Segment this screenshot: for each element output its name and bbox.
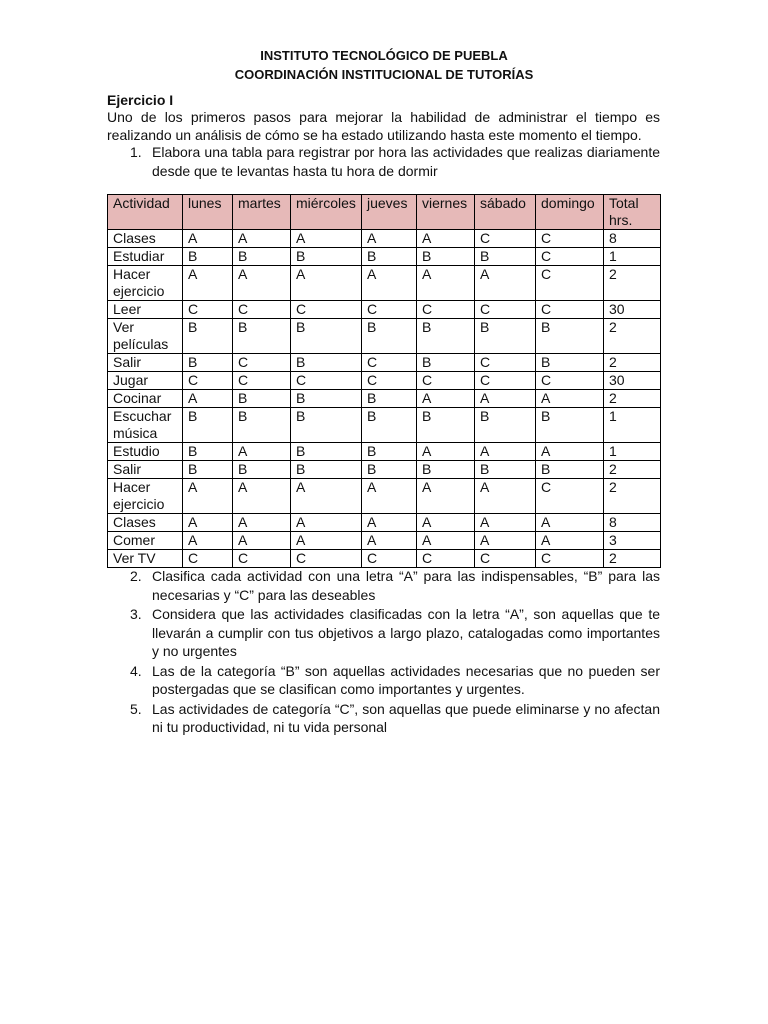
table-cell: C (536, 266, 604, 301)
table-cell: A (536, 532, 604, 550)
step-text: Las actividades de categoría “C”, son aquellas que puede eliminarse y no afectan ni tu productividad, ni tu vida personal (152, 700, 660, 735)
table-cell: B (362, 443, 417, 461)
table-cell: A (362, 532, 417, 550)
table-cell: B (183, 461, 233, 479)
table-cell: 8 (604, 230, 661, 248)
table-cell: C (536, 479, 604, 514)
table-cell: B (233, 461, 291, 479)
step-item (107, 662, 660, 699)
table-cell: A (536, 390, 604, 408)
column-header: lunes (183, 195, 233, 230)
table-cell: B (417, 319, 475, 354)
step-number: 2. (130, 568, 142, 584)
activity-cell: Escuchar música (108, 408, 183, 443)
steps-list-first (107, 143, 660, 181)
table-cell: B (291, 248, 362, 266)
table-row (108, 319, 661, 354)
step-number: 5. (130, 700, 142, 717)
table-cell: B (291, 443, 362, 461)
column-header: domingo (536, 195, 604, 230)
table-cell: B (362, 248, 417, 266)
table-row (108, 301, 661, 319)
step-number: 1. (130, 144, 142, 160)
step-text: Clasifica cada actividad con una letra “A” para las indispensables, “B” para las necesarias y “C” para las deseables (152, 568, 660, 603)
table-cell: C (536, 230, 604, 248)
table-body (108, 230, 661, 568)
table-cell: C (417, 301, 475, 319)
activity-cell: Comer (108, 532, 183, 550)
table-cell: 2 (604, 354, 661, 372)
table-row (108, 408, 661, 443)
table-cell: A (475, 532, 536, 550)
table-row (108, 354, 661, 372)
table-cell: C (291, 550, 362, 568)
table-cell: A (417, 532, 475, 550)
table-cell: A (362, 266, 417, 301)
table-cell: B (233, 248, 291, 266)
table-cell: A (362, 479, 417, 514)
table-cell: B (475, 248, 536, 266)
table-row (108, 532, 661, 550)
table-cell: C (536, 372, 604, 390)
table-cell: B (183, 408, 233, 443)
table-row (108, 390, 661, 408)
table-cell: B (417, 461, 475, 479)
table-cell: A (233, 479, 291, 514)
table-cell: A (183, 514, 233, 532)
table-row (108, 443, 661, 461)
table-cell: C (233, 354, 291, 372)
step-text: Elabora una tabla para registrar por hora las actividades que realizas diariamente desde que te levantas hasta tu hora de dormir (152, 144, 660, 179)
table-cell: A (475, 390, 536, 408)
table-cell: A (183, 532, 233, 550)
activity-cell: Hacer ejercicio (108, 266, 183, 301)
table-row (108, 230, 661, 248)
activity-cell: Leer (108, 301, 183, 319)
step-item (107, 700, 660, 737)
table-cell: A (475, 266, 536, 301)
table-cell: B (291, 319, 362, 354)
table-cell: C (183, 301, 233, 319)
table-cell: C (362, 354, 417, 372)
table-cell: A (417, 443, 475, 461)
table-cell: A (183, 390, 233, 408)
table-cell: 2 (604, 550, 661, 568)
table-cell: B (291, 390, 362, 408)
table-cell: 2 (604, 390, 661, 408)
table-cell: C (475, 230, 536, 248)
table-cell: C (233, 372, 291, 390)
table-cell: A (291, 230, 362, 248)
table-cell: A (362, 230, 417, 248)
table-row (108, 514, 661, 532)
table-cell: C (362, 301, 417, 319)
table-cell: C (536, 550, 604, 568)
table-cell: A (417, 390, 475, 408)
table-cell: A (417, 479, 475, 514)
activity-cell: Estudio (108, 443, 183, 461)
table-cell: A (362, 514, 417, 532)
table-cell: B (536, 408, 604, 443)
activity-cell: Hacer ejercicio (108, 479, 183, 514)
table-cell: A (291, 532, 362, 550)
table-cell: A (536, 443, 604, 461)
table-cell: C (233, 550, 291, 568)
table-cell: A (233, 532, 291, 550)
table-cell: B (291, 408, 362, 443)
table-cell: B (362, 390, 417, 408)
step-item (107, 605, 660, 661)
table-cell: C (362, 550, 417, 568)
activity-cell: Ver películas (108, 319, 183, 354)
table-cell: C (475, 550, 536, 568)
table-row (108, 372, 661, 390)
table-cell: A (183, 479, 233, 514)
activity-cell: Salir (108, 461, 183, 479)
step-number: 3. (130, 606, 142, 622)
table-cell: B (536, 461, 604, 479)
table-cell: B (417, 408, 475, 443)
table-cell: B (183, 354, 233, 372)
step-text: Considera que las actividades clasificadas con la letra “A”, son aquellas que te llevarán a cumplir con tus objetivos a largo plazo, catalogadas como importantes y no urgentes (152, 606, 660, 659)
column-header: sábado (475, 195, 536, 230)
table-cell: A (417, 230, 475, 248)
table-cell: A (475, 443, 536, 461)
column-header: jueves (362, 195, 417, 230)
table-cell: A (233, 443, 291, 461)
exercise-title: Ejercicio I (107, 92, 174, 108)
table-cell: 1 (604, 248, 661, 266)
activity-cell: Ver TV (108, 550, 183, 568)
table-cell: A (475, 514, 536, 532)
exercise-intro: Uno de los primeros pasos para mejorar la habilidad de administrar el tiempo es realizando un análisis de cómo se ha estado utilizando hasta este momento el tiempo. (107, 109, 660, 143)
table-cell: C (536, 301, 604, 319)
table-row (108, 461, 661, 479)
step-text: Las de la categoría “B” son aquellas actividades necesarias que no pueden ser postergadas que se clasifican como importantes y urgentes. (152, 662, 660, 697)
table-cell: B (233, 408, 291, 443)
table-cell: A (536, 514, 604, 532)
column-header: Total hrs. (604, 195, 661, 230)
table-cell: A (417, 266, 475, 301)
table-cell: B (233, 390, 291, 408)
table-cell: C (291, 301, 362, 319)
table-cell: 1 (604, 408, 661, 443)
table-row (108, 550, 661, 568)
activity-cell: Estudiar (108, 248, 183, 266)
table-cell: B (475, 408, 536, 443)
table-cell: C (291, 372, 362, 390)
table-cell: B (362, 319, 417, 354)
table-cell: A (291, 514, 362, 532)
table-cell: A (183, 230, 233, 248)
table-cell: C (475, 301, 536, 319)
column-header: martes (233, 195, 291, 230)
activity-cell: Jugar (108, 372, 183, 390)
table-cell: B (475, 461, 536, 479)
table-cell: B (417, 248, 475, 266)
table-cell: C (536, 248, 604, 266)
table-cell: B (233, 319, 291, 354)
table-cell: A (183, 266, 233, 301)
table-cell: 2 (604, 479, 661, 514)
table-header-row (108, 195, 661, 230)
table-cell: A (475, 479, 536, 514)
table-cell: B (475, 319, 536, 354)
activity-cell: Clases (108, 230, 183, 248)
table-cell: C (475, 372, 536, 390)
table-cell: A (233, 230, 291, 248)
table-cell: 30 (604, 301, 661, 319)
table-cell: 30 (604, 372, 661, 390)
table-cell: 8 (604, 514, 661, 532)
table-cell: B (291, 461, 362, 479)
table-row (108, 479, 661, 514)
table-cell: C (417, 372, 475, 390)
institute-title: INSTITUTO TECNOLÓGICO DE PUEBLA (260, 48, 508, 63)
step-number: 4. (130, 662, 142, 679)
table-cell: 2 (604, 319, 661, 354)
table-cell: C (183, 550, 233, 568)
table-cell: C (417, 550, 475, 568)
coordination-title: COORDINACIÓN INSTITUCIONAL DE TUTORÍAS (234, 67, 534, 82)
column-header: miércoles (291, 195, 362, 230)
table-cell: C (183, 372, 233, 390)
table-cell: 2 (604, 461, 661, 479)
activity-cell: Salir (108, 354, 183, 372)
table-cell: C (233, 301, 291, 319)
table-cell: B (183, 443, 233, 461)
step-item (107, 143, 660, 180)
table-cell: B (417, 354, 475, 372)
table-cell: A (233, 266, 291, 301)
table-row (108, 248, 661, 266)
table-cell: A (291, 479, 362, 514)
steps-list-rest (107, 567, 660, 738)
table-cell: B (183, 248, 233, 266)
table-cell: B (362, 461, 417, 479)
table-cell: B (536, 319, 604, 354)
column-header: viernes (417, 195, 475, 230)
table-row (108, 266, 661, 301)
table-cell: 2 (604, 266, 661, 301)
table-cell: A (291, 266, 362, 301)
table-cell: 3 (604, 532, 661, 550)
table-cell: C (362, 372, 417, 390)
step-item (107, 567, 660, 604)
table-cell: B (183, 319, 233, 354)
activity-cell: Cocinar (108, 390, 183, 408)
column-header: Actividad (108, 195, 183, 230)
table-cell: B (362, 408, 417, 443)
activity-cell: Clases (108, 514, 183, 532)
table-cell: A (417, 514, 475, 532)
table-cell: B (536, 354, 604, 372)
table-cell: C (475, 354, 536, 372)
table-cell: A (233, 514, 291, 532)
activities-table (107, 194, 661, 568)
table-cell: B (291, 354, 362, 372)
table-cell: 1 (604, 443, 661, 461)
